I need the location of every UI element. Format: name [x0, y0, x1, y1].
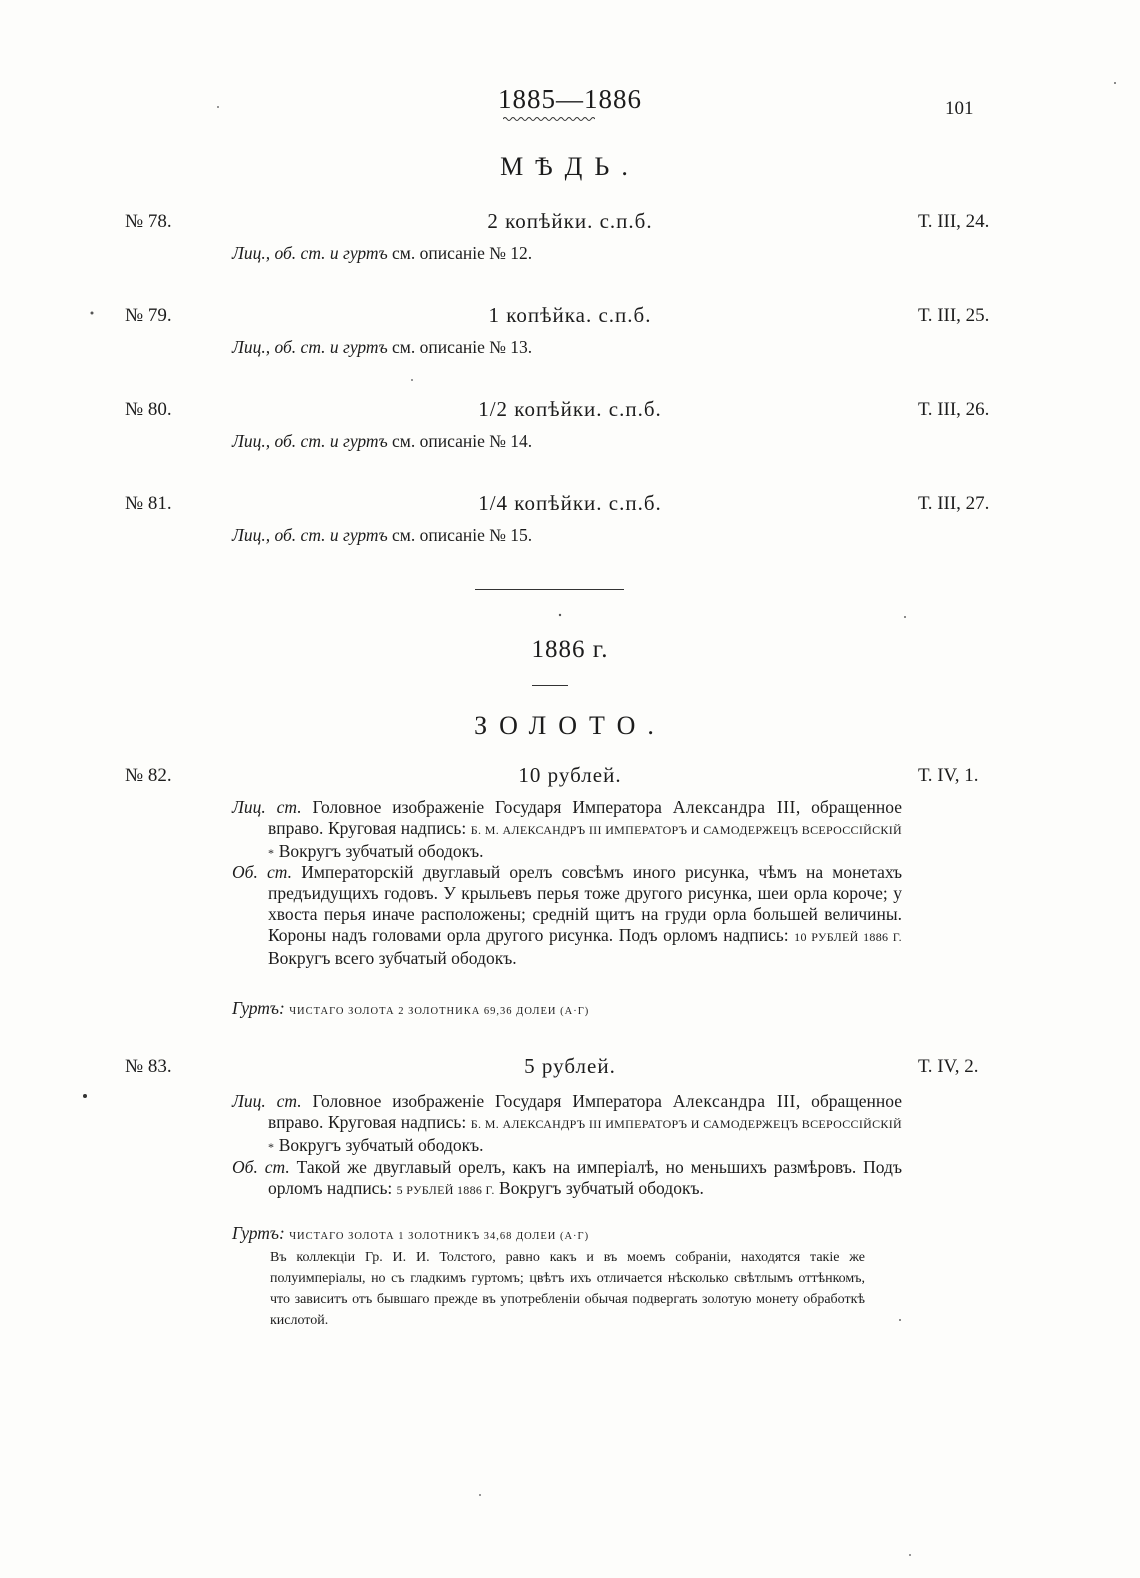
entry-number: № 82.: [125, 765, 172, 786]
footnote: Въ коллекціи Гр. И. И. Толстого, равно какъ и въ моемъ собраніи, находятся такіе же полуимперіалы, но съ гладкимъ гуртомъ; цвѣтъ ихъ отличается нѣсколько свѣтлымъ оттѣнкомъ, что зависитъ отъ бывшаго прежде въ употребленіи обычая подвергать золотую монету обработкѣ кислотой.: [270, 1250, 865, 1328]
entry-number: № 81.: [125, 493, 172, 514]
plate-reference: Т. III, 27.: [918, 493, 990, 514]
plate-reference: Т. III, 25.: [918, 305, 990, 326]
edge-description: Гуртъ: ЧИСТАГО ЗОЛОТА 2 ЗОЛОТНИКА 69,36 ДОЛЕИ (А·Г): [232, 998, 590, 1018]
page-years-header: 1885—1886: [498, 84, 642, 114]
coin-inscription: Б. М. АЛЕКСАНДРЪ III ИМПЕРАТОРЪ И САМОДЕРЖЕЦЪ ВСЕРОССІЙСКІЙ *: [268, 1117, 902, 1154]
entry-description: Лиц., об. ст. и гуртъ см. описаніе № 15.: [232, 525, 533, 545]
plate-reference: Т. IV, 1.: [918, 765, 979, 786]
obverse-description: Лиц. ст. Головное изображеніе Государя Императора Александра III, обращенное вправо. Круговая надпись: Б. М. АЛЕКСАНДРЪ III ИМПЕРАТОРЪ И САМОДЕРЖЕЦЪ ВСЕРОССІЙСКІЙ * Вокругъ зубчатый ободокъ.: [232, 797, 902, 861]
entry-denomination: 5 рублей.: [524, 1054, 616, 1078]
year-heading: 1886 г.: [531, 636, 609, 663]
entry-number: № 78.: [125, 211, 172, 232]
short-divider: [532, 685, 568, 686]
plate-reference: Т. III, 24.: [918, 211, 990, 232]
entry-denomination: 1 копѣйка. с.п.б.: [488, 303, 652, 327]
edge-description: Гуртъ: ЧИСТАГО ЗОЛОТА 1 ЗОЛОТНИКЪ 34,68 ДОЛЕИ (А·Г): [232, 1223, 590, 1243]
section-title-copper: МѢДЬ.: [500, 152, 640, 181]
entry-number: № 83.: [125, 1056, 172, 1077]
entry-denomination: 1/2 копѣйки. с.п.б.: [478, 397, 662, 421]
wavy-underline-ornament: [503, 116, 595, 122]
coin-inscription: 10 РУБЛЕЙ 1886 Г.: [794, 930, 902, 944]
reverse-description: Об. ст. Императорскій двуглавый орелъ совсѣмъ иного рисунка, чѣмъ на монетахъ предъидущихъ годовъ. У крыльевъ перья тоже другого рисунка, шеи орла короче; у хвоста перья иначе расположены; средній щитъ на груди орла большей величины. Короны надъ головами орла другого рисунка. Подъ орломъ надпись: 10 РУБЛЕЙ 1886 Г. Вокругъ всего зубчатый ободокъ.: [232, 862, 902, 968]
obverse-description: Лиц. ст. Головное изображеніе Государя Императора Александра III, обращенное вправо. Круговая надпись: Б. М. АЛЕКСАНДРЪ III ИМПЕРАТОРЪ И САМОДЕРЖЕЦЪ ВСЕРОССІЙСКІЙ * Вокругъ зубчатый ободокъ.: [232, 1091, 902, 1155]
coin-inscription: 5 РУБЛЕЙ 1886 Г.: [396, 1183, 495, 1197]
entry-description: Лиц., об. ст. и гуртъ см. описаніе № 13.: [232, 337, 533, 357]
plate-reference: Т. IV, 2.: [918, 1056, 979, 1077]
entry-denomination: 2 копѣйки. с.п.б.: [487, 209, 653, 233]
entry-description: Лиц., об. ст. и гуртъ см. описаніе № 12.: [232, 243, 533, 263]
entry-denomination: 1/4 копѣйки. с.п.б.: [478, 491, 662, 515]
entry-description: Лиц., об. ст. и гуртъ см. описаніе № 14.: [232, 431, 533, 451]
section-title-gold: ЗОЛОТО.: [474, 711, 666, 740]
entry-number: № 79.: [125, 305, 172, 326]
plate-reference: Т. III, 26.: [918, 399, 990, 420]
entry-number: № 80.: [125, 399, 172, 420]
coin-inscription: Б. М. АЛЕКСАНДРЪ III ИМПЕРАТОРЪ И САМОДЕРЖЕЦЪ ВСЕРОССІЙСКІЙ *: [268, 823, 902, 860]
entry-denomination: 10 рублей.: [518, 763, 622, 787]
page-number: 101: [945, 98, 974, 119]
reverse-description: Об. ст. Такой же двуглавый орелъ, какъ на имперіалѣ, но меньшихъ размѣровъ. Подъ орломъ надпись: 5 РУБЛЕЙ 1886 Г. Вокругъ зубчатый ободокъ.: [232, 1157, 902, 1198]
section-divider: [475, 589, 624, 590]
